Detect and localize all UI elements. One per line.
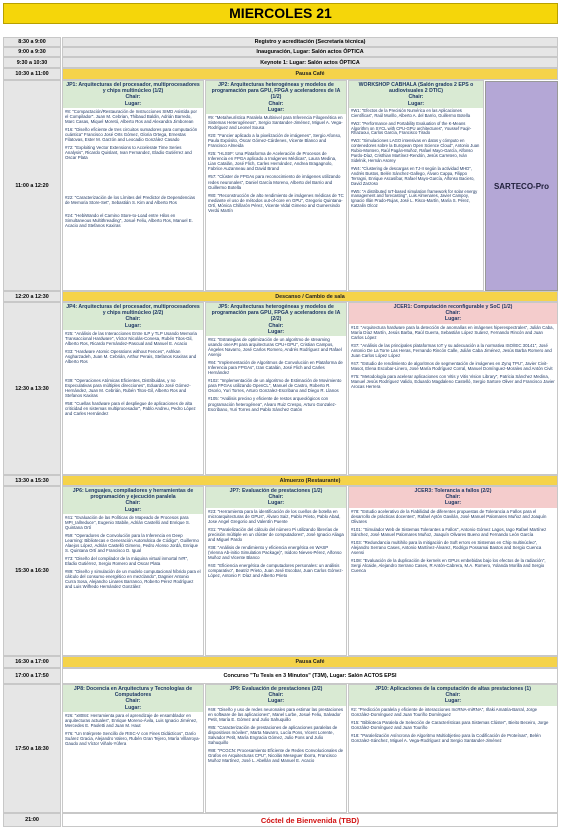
paper-entry: #102: "Implementación de un algoritmo de Estimación de Movimiento para FPGAs utilizando OpenCL", Manuel de Castro, Roberto R. Osorio, Yuri Torres, Arturo Gonzalez-Escribano and Diego R. Llanos [208,378,342,394]
session-header: WORKSHOP CABHALA (Salón grados 2 EPS o audiovisuales 2 DTIC) Chair: Lugar: [349,81,483,108]
paper-entry: #25: "HLStrF: Una Plataforma de Aceleración de Procesos de Inferencia en FPGA aplicado a Imágenes Médicas", Laura Medina, Lian Catalán, José Flich, Carles Hernández, Andrea Bragagnolo, Fabrice Auzanneau and David Brand [208,151,337,172]
registration-bar: Registro y acreditación (Secretaría técnica) [62,37,558,47]
paper-entry: #59: "Operadores de Convolución para la Inferencia en Deep Learning: Bibliotecas e Generación Automática de Código", Guillermo Alaejos López, Adrián Castelló Gimeno, Pedro Alonso Jordá, Enrique S. Quintana Ortí and Francisco D. Igual [65,532,199,554]
paper-entry: #75: "Metodología para acelerar aplicaciones con Vitis y Vitis Vision Library", Patricia Sánchez Medina, Manuel Jesús Rodríguez Valido, Eduardo Magdaleno Castelló, Sergio Sartore Oliver and Francisco Javier Arocas Herrera [351,373,555,390]
paper-entry: #81: "Estrategias de optimización de un algoritmo de streaming usando oneAPI para arquitecturas CPU+GPU", Cristian Campos, Ángeles Navarro, José Carlos Romero, Andrés Rodríguez and Rafael Asenjo [208,337,342,358]
session-header: JP1: Arquitecturas del procesador, multiprocesadores y chips multinúcleo (1/2) Chair: Lugar: [63,81,203,108]
paper-entry: #47: "Estudio de rendimiento de algoritmos de segmentación de imágenes en Zynq TPU", Javier Civit-Masot, Elena Escobar-Linero, José María Rodríguez Corral, Manuel Domínguez-Morales and Antón Civit [351,360,553,371]
paper-entry: #80: "Reconstrucción de alto rendimiento de imágenes médicas de TC mediante el uso de métodos out-of-core en GPU", Gregorio Quintana-Ortí, Mónica Chillarón Pérez, Vicente Vidal Gimeno and Gumersindo Verdú Martín [208,192,344,213]
paper-entry: #25: "Análisis de las Interacciones Entre ILP y TLP Usando Memoria Transaccional Hardware", Víctor Nicolás-Conesa, Rubén Titos-Gil, Alberto Ros, Ricardo Fernández-Pascual and Manuel E. Acacio [65,330,197,346]
paper-entry: #23: "Herramienta para la identificación de los cuellos de botella en microarquitecturas de GPUs", Álvaro Saiz, Pablo Prieto, Pablo Abad, Jose Angel Gregorio and Valentín Puente [208,508,341,524]
session-jp5 [205,302,347,475]
session-header: JP2: Arquitecturas heterogéneas y modelos de programación para GPU, FPGA y aceleradores de IA (1/2) Chair: Lugar: [206,81,346,114]
paper-entry: #15: "Biblioteca Paralela de Selección de Características para Sistemas Clúster", Bieito Beceiro, Jorge González-Domínguez and Juan Touriño [351,719,549,730]
time-slot: 21:00 [3,813,61,827]
paper-entry: #49: "Diseño y uso de redes neuronales para estimar las prestaciones en software de las aplicaciones", Manel Lurbe, Josué Feliu, Salvador Petit, María E. Gómez and Julio Sahuquillo [208,706,344,722]
paper-entry: #W1: "Efectos de la Precisión Numérica en las Aplicaciones Científicas", Raúl Murillo, Alberto A. del Barrio, Guillermo Botella [351,107,471,118]
paper-entry: #9: "Metaheurística Paralela Multinivel para Inferencia Filogenética en Sistemas Heterogéneos", Sergio Santander-Jiménez, Miguel A. Vega-Rodríguez and Leonel Sousa [208,115,343,131]
paper-entry: #105: "Análisis preciso y eficiente de restos arqueológicos con programación heterogénea", Alvaro Ruiz Crespo, Arturo Gonzalez-Escribano, Yuri Torres and Pablo Sánchez Gatón [208,396,337,412]
paper-entry: #58: "Cuellas hardware para el despliegue de aplicaciones de alta criticidad en sistemas multiprocesador", Pablo Andreu, Pedro López and Carles Hernández [65,401,196,417]
session-header: JP4: Arquitecturas del procesador, multiprocesadores y chips multinúcleo (2/2) Chair: Lugar: [63,303,203,330]
keynote-bar: Keynote 1: Lugar: Salón actos ÓPTICA [62,57,558,68]
paper-entry: #10: "Arquitectura hardware para la detección de anomalías en imágenes hiperespectrales", Julián Caba, María Díaz Martín, Jesús Barba, Raúl Guerra, Sebastián López Suárez, Fernando Rincón and Juan Carlos López [351,324,554,340]
time-slot: 17:00 a 17:50 [3,668,61,684]
contest-bar: Concurso "Tu Tesis en 3 Minutos" (T3M), Lugar: Salón ACTOS EPSI [62,668,558,684]
paper-entry: #W3: "Simulaciones LAGO intensivas en datos y cómputo en contenedores sobre la European Open Science Cloud", Antonio Juan Rubio-Montero, Raúl Pagán-Muñoz, Rafael Mayo-García, Alfonso Pardo-Díaz, Cristhian Martínez-Rendón, Jesús Carretero, Iván Sidelnik, Hernán Asorey [351,138,480,163]
paper-entry: #22: "Caracterización de los Límites del Predictor de Dependencias de Memoria Store-Set", Sebastián S. Kim and Alberto Ros [65,195,195,206]
time-slot: 11:00 a 12:20 [3,80,61,291]
paper-entry: #101: "Simulador Web de Sistemas Tolerantes a Fallos", Antonio Gómez Lagos, Iago Rafael Martínez Sánchez, José Manuel Palomares Muñoz, Joaquín Olivares Bueno and Fernando León García [351,526,547,537]
paper-entry: #72: "Exploiting Vector Extensions to Accelerate Time Series Analysis", Ricardo Quislant, Ivan Fernandez, Eladio Gutiérrez and Oscar Plata [65,145,192,161]
paper-entry: #89: "Diseño y simulación de un modelo computacional híbrido para el cálculo del consumo energético en mezclando", Dagnier Antonio Curra Sosa, Alejandro Linares Barranco, Roberto Pérez Rodríguez and Luis Wilfredo Hernández González [65,569,201,590]
paper-entry: #8: "Compactación/Restauración de Instrucciones SIMD Asistida por el Compilador". Juan M. Cebrian, Thibaud Baldin, Adrián Barredo, Marc Casas, Miquel Moretó, Alberto Ros and Alexandra Jimborean [65,108,197,124]
session-jp10 [348,684,558,813]
paper-entry: #88: "PCGCN: Procesamiento Eficiente de Redes Convolucionales de Grafos en Arquitecturas CPU", Nicolás Meseguer Iborra, Francisco Muñoz Martínez, José L. Abellán and Manuel E. Acacio [208,747,344,764]
session-header: JP8: Docencia en Arquitectura y Tecnologías de Computadores Chair: Lugar: [63,685,203,712]
paper-entry: #38: "Análisis de rendimiento y eficiencia energética en WASP (Vienna Ab-initio Simulation Package)", Isidoro Nieves-Pérez, Alfonso Muñoz and Vicente Blanco [208,544,342,560]
paper-entry: #41: "Evaluación de las Políticas de Mapeado de Procesos para MPI_Iallreduce", Eugenio Stabile, Adrián Castelló and Enrique S. Quintana Ortí [65,514,190,530]
paper-entry: #24: "HebiWando el Camino Store-to-Load entre Hilos en Simultaneous Multithreading", Josué Feliu, Alberto Ros, Manuel E. Acacio and Stefanos Kaxiras [65,213,193,229]
paper-entry: #103: "Redundancia multihilo para la mitigación de Soft errors en Sistemas en Chip multinúcleo", Alejandro Serrano Cases, Antonio Martínez-Álvarez, Rodrigo Possamai Bastos and Sergio Cuenca Asensi [351,539,542,555]
page-title: MIERCOLES 21 [3,3,558,24]
session-header: JP5: Arquitecturas heterogéneas y modelos de programación para GPU, FPGA y aceleradores de IA (2/2) Chair: Lugar: [206,303,346,336]
time-slot: 13:30 a 15:30 [3,475,61,486]
session-jp2 [205,80,347,291]
paper-entry: #20: "Fancier aplicado a la pixelización de imágenes", Sergio Afonso, Paula Expósito, Óscar Gómez-Cárdenes, Vicente Blanco and Francisco Almeida [208,133,342,149]
paper-entry: #18: "Paralelización Asíncrona de Algoritmo Multiobjetivo para la Codificación de Proteínas", Belén Gonzalez-Sánchez, Miguel A. Vega-Rodríguez and Sergio Santander-Jiménez [351,732,541,743]
paper-entry: #76: "Un Intérprete Sencillo de RISC-V con Fines Didácticos", Darío Suárez Gracia, Alejandro Valero, Rubén Gran Tejero, María Villarroya-Gaudo and Víctor Viñals-Yúfera [65,730,200,747]
paper-entry: #40: "Eficiencia energética de computadores personales: un análisis comparativo", Beatriz Prieto, Juan José Escobar, Juan Carlos Gómez-López, Antonio F. Díaz and Alberto Prieto [208,563,344,579]
time-slot: 17:50 a 18:30 [3,684,61,813]
paper-entry: #78: "Estudio acelerativo de la Fiabilidad de diferentes propuestas de Tolerancia a Fallos para el desarrollo de prácticas docentes", Rafael Aytón Gavilán, José Manuel Palomares Muñoz and Joaquín Olivares [351,508,547,524]
time-slot: 10:30 a 11:00 [3,68,61,80]
session-header: JCER1: Computación reconfigurable y SoC (1/2) Chair: Lugar: [349,303,557,324]
paper-entry: #31: "Paralelización del cálculo del número Pi utilizando librerías de precisión múltiple en un clúster de computadores", José Ignacio Aliaga and Miguel Pardo [208,526,344,542]
session-jp1 [62,80,204,291]
time-slot: 12:30 a 13:30 [3,302,61,475]
paper-entry: #33: "Hardware Atomic Operations without Fences", Ashkan Asgharzadeh, Juan M. Cebrián, Arthur Perais, Stefanos Kaxiras and Alberto Ros [65,348,197,365]
session-header: JP10: Aplicaciones de la computación de altas prestaciones (1) Chair: Lugar: [349,685,557,706]
workshop-cabhala [348,80,484,291]
session-jp4 [62,302,204,475]
paper-entry: #85: "Caracterización de prestaciones de aplicaciones paralelas de dispositivos móviles", Marta Navarro, Lucía Pons, Vicent Lorente, Salvador Petit, María Engracia Gómez, Julio Pons and Julio Sahuquillo [208,724,338,745]
paper-entry: #W5: "A distributed IoT-based simulation framework for solar energy management and forecasting", Luis Almenares, Javier Campoy, Ignacio Illán Prado-Rujas, José L. Risco-Martín, María S. Pérez, Katzalin Olcoz [351,188,478,209]
session-jp8 [62,684,204,813]
session-header: JP6: Lenguajes, compiladores y herramientas de programación y ejecución paralela Chair: Lugar: [63,487,203,514]
time-slot: 9:00 a 9:30 [3,47,61,57]
session-jp9 [205,684,347,813]
paper-entry: #26: "x8084: Herramienta para el aprendizaje de ensamblador en arquitecturas actuales", Enrique Moreno-Ávila, Luis Ignacio Jiménez, Mercedes E. Paoletti and Juan M. Haut [65,712,198,728]
coffee-break-bar: Pausa Café [62,656,558,668]
time-slot: 9:30 a 10:30 [3,57,61,68]
paper-entry: #37: "Análisis de las principales plataformas IoT y su adecuación a la normativa ISO/IEC 30141", José Antonio De La Torre Las Heras, Fernando Rincón Calle, Julián Caba Jiménez, Jesús Barba Romero and Juan Carlos López López [351,342,552,358]
paper-entry: #2: "Predicción paralela y eficiente de interacciones IncRNA-miRNA", Iñaki Amatria-Barral, Jorge González-Domínguez and Juan Touriño Domínguez [351,706,538,717]
coffee-break-bar: Pausa Café [62,68,558,80]
paper-entry: #57: "Clúster de FPGAs para reconocimiento de imágenes utilizando redes neuronales", Daniel García Moreno, Alberto del Barrio and Guillermo Botella [208,174,341,190]
time-slot: 12:20 a 12:30 [3,291,61,302]
cocktail-bar: Cóctel de Bienvenida (TBD) [62,813,558,827]
paper-entry: #W4: "Clustering de descargas en TJ-II según la actividad MHD", Andrés Bustos, Belén Sánchez-Gallego, Álvaro Cappa, Filippo Terragni, Enrique Ascasíbar, Rafael Mayo-García, Alfonso Baciero, David Zarzoso [351,165,475,186]
session-jcer1 [348,302,558,475]
paper-entry: #108: "Evaluación de la duplicación de kernels en GPUs embebidas bajo los efectos de la radiación", Sergi Alcaide, Alejandro Serrano Cases, R Antón-Cabrera, M.A. Romero, Yolanda Morilla and Sergio Cuenca [351,557,546,574]
session-header: JP9: Evaluación de prestaciones (2/2) Chair: Lugar: [206,685,346,706]
sarteco-pro-block: SARTECO-Pro [485,81,558,291]
time-slot: 15:30 a 16:30 [3,486,61,656]
inauguration-bar: Inauguración, Lugar: Salón actos ÓPTICA [62,47,558,57]
paper-entry: #W2: "Performance and Portability Evaluation of the K-Means Algorithm on SYCL with CPU-GPU architectures", Youssef Faqir-Rhazaoui, Carlos García, Francisco Tirado [351,120,472,136]
paper-entry: #73: "Diseño del compilador de la máquina virtual inmortal IVR", Eladio Gutiérrez, Sergio Romero and Oscar Plata [65,556,189,567]
session-jp7 [205,486,347,656]
lunch-bar: Almuerzo (Restaurante) [62,475,558,486]
session-jp6 [62,486,204,656]
paper-entry: #84: "Implementación de Algoritmos de Convolución en Plataforma de Inferencia para FPGAs", Izan Catalán, José Flich and Carles Hernández [208,360,343,376]
paper-entry: #16: "Diseño eficiente de tres circuitos sumadores para computación cuántica" Francisco José Orts Gómez, Gloria Ortega, Ernestas Filatovas, Ester M. Garzón and Leocadio González Casado [65,126,198,143]
time-slot: 16:30 a 17:00 [3,656,61,668]
session-header: JP7: Evaluación de prestaciones (1/2) Chair: Lugar: [206,487,346,508]
break-bar: Descanso / Cambio de sala [62,291,558,302]
session-header: JCER3: Tolerancia a fallos (2/2) Chair: Lugar: [349,487,557,508]
paper-entry: #39: "Operaciones Atómicas Eficientes, Distribuidas, y no Especulativas para múltiples direcciones", Eduardo José Gómez-Hernández, Juan M. Cebrián, Rubén Titos-Gil, Alberto Ros and Stefanos Kaxiras [65,378,191,399]
time-slot: 8:30 a 9:00 [3,37,61,47]
session-jcer3 [348,486,558,656]
